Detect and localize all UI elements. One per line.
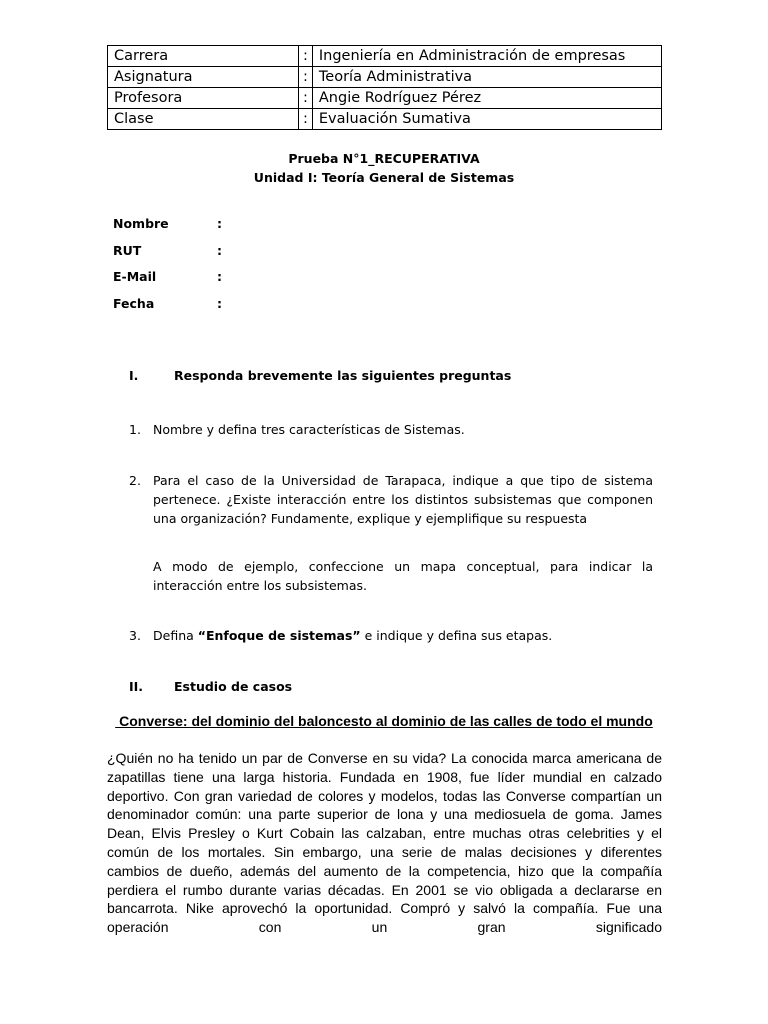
table-row [108, 88, 662, 109]
table-row [108, 46, 662, 67]
field-label: RUT [113, 243, 142, 258]
field-colon: : [217, 296, 222, 311]
row-separator: : [299, 67, 313, 88]
row-separator: : [299, 46, 313, 67]
question-extra-text: A modo de ejemplo, confeccione un mapa conceptual, para indicar la interacción entre los subsistemas. [153, 559, 653, 593]
row-label: Profesora [108, 88, 299, 109]
field-colon: : [217, 216, 222, 231]
case-title: Converse: del dominio del baloncesto al dominio de las calles de todo el mundo [115, 713, 653, 729]
row-separator: : [299, 88, 313, 109]
field-fecha [113, 296, 222, 311]
row-value: Angie Rodríguez Pérez [312, 88, 661, 109]
question-number: 1. [129, 422, 141, 437]
question-2-extra [129, 557, 653, 597]
section-1-title: Responda brevemente las siguientes preguntas [174, 368, 512, 383]
row-label: Asignatura [108, 67, 299, 88]
field-label: Nombre [113, 216, 169, 231]
question-bold-term: “Enfoque de sistemas” [197, 628, 361, 643]
unit-title: Unidad I: Teoría General de Sistemas [253, 170, 515, 185]
case-paragraph: ¿Quién no ha tenido un par de Converse en su vida? La conocida marca americana de zapatillas tiene una larga historia. Fundada en 1908, fue líder mundial en calzado deportivo. Con gran variedad de colores y modelos, todas las Converse compartían un denominador común: una parte superior de lona y una mediosuela de goma. James Dean, Elvis Presley o Kurt Cobain las calzaban, entre muchas otras celebrities y el común de los mortales. Sin embargo, una serie de malas decisiones y diferentes cambios de dueño, además del aumento de la competencia, hizo que la compañía perdiera el rumbo durante varias décadas. En 2001 se vio obligada a declararse en bancarrota. Nike aprovechó la oportunidad. Compró y salvó la compañía. Fue una operación con un gran significado [107, 750, 662, 936]
section-2-title: Estudio de casos [174, 679, 293, 694]
section-1-number: I. [129, 368, 139, 383]
question-number: 2. [129, 473, 141, 488]
question-3 [129, 626, 653, 646]
question-text: Nombre y defina tres características de Sistemas. [153, 422, 465, 437]
field-colon: : [217, 269, 222, 284]
row-value: Teoría Administrativa [312, 67, 661, 88]
row-value: Ingeniería en Administración de empresas [312, 46, 661, 67]
row-value: Evaluación Sumativa [312, 109, 661, 130]
question-prefix: Defina [153, 628, 198, 643]
header-info-table [107, 45, 662, 130]
table-row [108, 109, 662, 130]
table-row [108, 67, 662, 88]
field-label: E-Mail [113, 269, 157, 284]
row-label: Clase [108, 109, 299, 130]
exam-title: Prueba N°1_RECUPERATIVA [288, 151, 480, 166]
question-number: 3. [129, 628, 141, 643]
question-1 [129, 420, 653, 440]
field-label: Fecha [113, 296, 155, 311]
section-2-number: II. [129, 679, 144, 694]
field-rut [113, 243, 222, 258]
question-text [153, 626, 653, 645]
question-2 [129, 471, 653, 531]
field-email [113, 269, 222, 284]
field-nombre [113, 216, 222, 231]
question-text: Para el caso de la Universidad de Tarapaca, indique a que tipo de sistema pertenece. ¿Existe interacción entre los distintos subsistemas que componen una organización? Fundamente, explique y ejemplifique su respuesta [153, 473, 653, 526]
question-suffix: e indique y defina sus etapas. [360, 628, 553, 643]
row-separator: : [299, 109, 313, 130]
field-colon: : [217, 243, 222, 258]
row-label: Carrera [108, 46, 299, 67]
